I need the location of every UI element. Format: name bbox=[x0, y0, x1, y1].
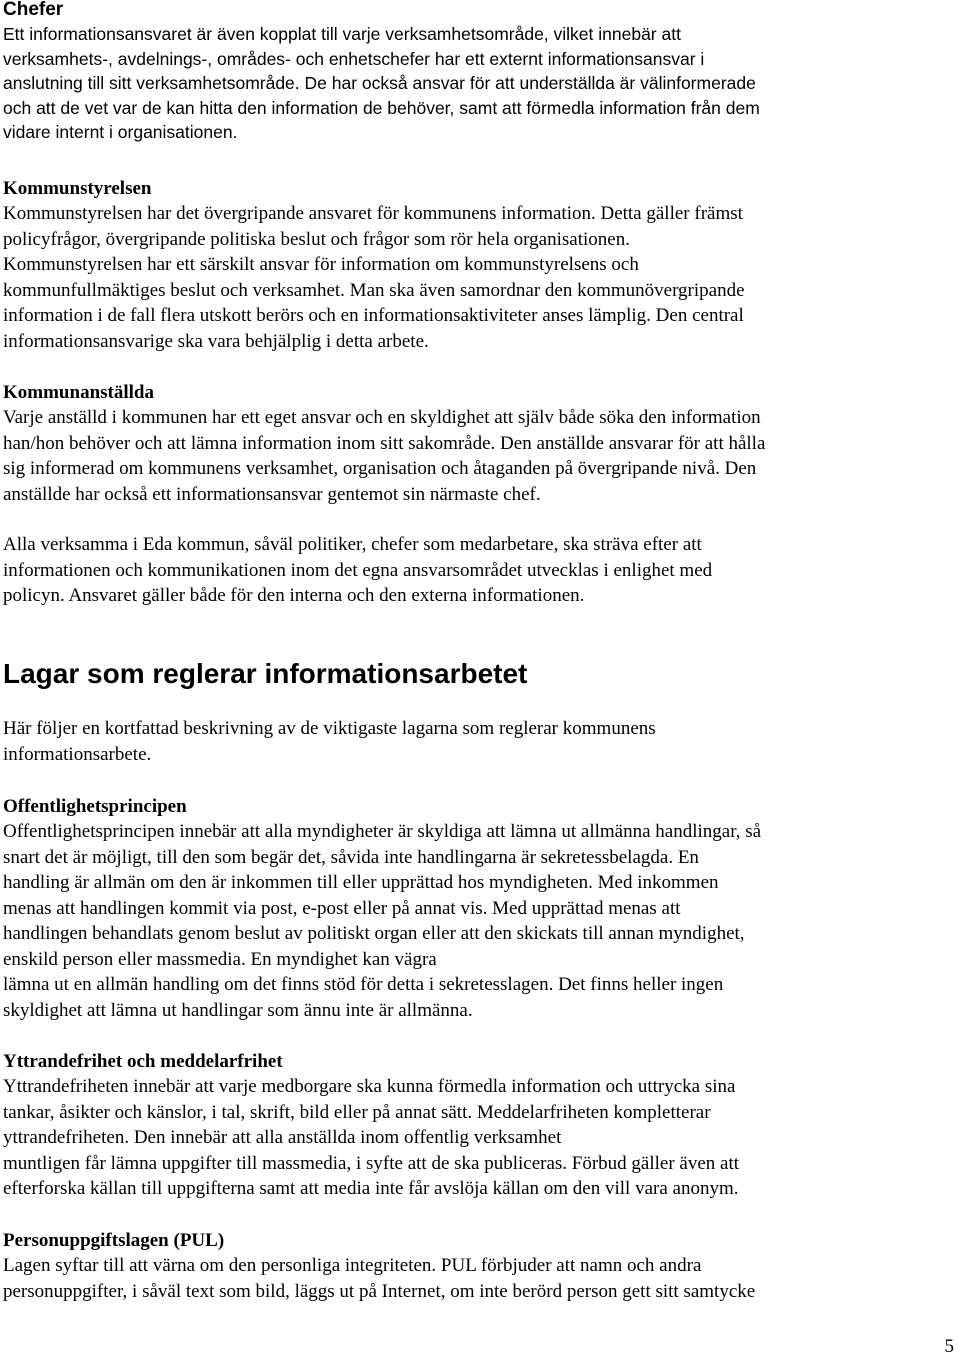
section-heading: Kommunstyrelsen bbox=[3, 178, 152, 199]
page-title: Lagar som reglerar informationsarbetet bbox=[3, 658, 528, 689]
section-heading: Personuppgiftslagen (PUL) bbox=[3, 1230, 225, 1251]
section-kommunstyrelsen bbox=[3, 176, 745, 354]
section-alla-verksamma bbox=[3, 532, 712, 609]
section-chefer bbox=[3, 0, 760, 145]
section-body: Här följer en kortfattad beskrivning av de viktigaste lagarna som reglerar kommunens informationsarbete. bbox=[3, 718, 656, 765]
section-yttrandefrihet bbox=[3, 1049, 739, 1202]
section-heading: Offentlighetsprincipen bbox=[3, 796, 187, 817]
section-offentlighetsprincipen bbox=[3, 794, 761, 1023]
section-body: Ett informationsansvaret är även kopplat till varje verksamhetsområde, vilket innebär att verksamhets-, avdelnings-, områdes- och enhetschefer har ett externt informationsansvar i anslutning till sitt verksamhetsområde. De har också ansvar för att underställda är välinformerade och att de vet var de kan hitta den information de behöver, samt att förmedla information från dem vidare internt i organisationen. bbox=[3, 24, 760, 142]
section-kommunanstallda bbox=[3, 380, 765, 507]
section-pul bbox=[3, 1228, 755, 1304]
section-body: Offentlighetsprincipen innebär att alla myndigheter är skyldiga att lämna ut allmänna handlingar, så snart det är möjligt, till den som begär det, såvida inte handlingarna är sekretessbelagda. En handling är allmän om den är inkommen till eller upprättad hos myndigheten. Med inkommen menas att handlingen kommit via post, e-post eller på annat vis. Med upprättad menas att handlingen behandlats genom beslut av politiskt organ eller att den skickats till annan myndighet, enskild person eller massmedia. En myndighet kan vägra lämna ut en allmän handling om det finns stöd för detta i sekretesslagen. Det finns heller ingen skyldighet att lämna ut handlingar som ännu inte är allmänna. bbox=[3, 821, 762, 1021]
section-lagar bbox=[3, 658, 656, 767]
page-number: 5 bbox=[944, 1336, 954, 1357]
section-body: Alla verksamma i Eda kommun, såväl politiker, chefer som medarbetare, ska sträva efter att informationen och kommunikationen inom det egna ansvarsområdet utvecklas i enlighet med policyn. Ansvaret gäller både för den interna och den externa informationen. bbox=[3, 534, 713, 606]
section-heading: Chefer bbox=[3, 0, 64, 20]
section-heading: Kommunanställda bbox=[3, 382, 154, 403]
section-heading: Yttrandefrihet och meddelarfrihet bbox=[3, 1051, 283, 1072]
section-body: Kommunstyrelsen har det övergripande ansvaret för kommunens information. Detta gäller främst policyfrågor, övergripande politiska beslut och frågor som rör hela organisationen. Kommunstyrelsen har ett särskilt ansvar för information om kommunstyrelsens och kommunfullmäktiges beslut och verksamhet. Man ska även samordnar den kommunövergripande information i de fall flera utskott berörs och en informationsaktiviteter anses lämplig. Den central informationsansvarige ska vara behjälplig i detta arbete. bbox=[3, 203, 745, 352]
section-body: Yttrandefriheten innebär att varje medborgare ska kunna förmedla information och uttrycka sina tankar, åsikter och känslor, i tal, skrift, bild eller på annat sätt. Meddelarfriheten kompletterar yttrandefriheten. Den innebär att alla anställda inom offentlig verksamhet muntligen får lämna uppgifter till massmedia, i syfte att de ska publiceras. Förbud gäller även att efterforska källan till uppgifterna samt att media inte får avslöja källan om den vill vara anonym. bbox=[3, 1076, 740, 1199]
section-body: Lagen syftar till att värna om den personliga integriteten. PUL förbjuder att namn och andra personuppgifter, i såväl text som bild, läggs ut på Internet, om inte berörd person gett sitt samtycke bbox=[3, 1255, 756, 1302]
section-body: Varje anställd i kommunen har ett eget ansvar och en skyldighet att själv både söka den information han/hon behöver och att lämna information inom sitt sakområde. Den anställde ansvarar för att hålla sig informerad om kommunens verksamhet, organisation och åtaganden på övergripande nivå. Den anställde har också ett informationsansvar gentemot sin närmaste chef. bbox=[3, 407, 766, 505]
